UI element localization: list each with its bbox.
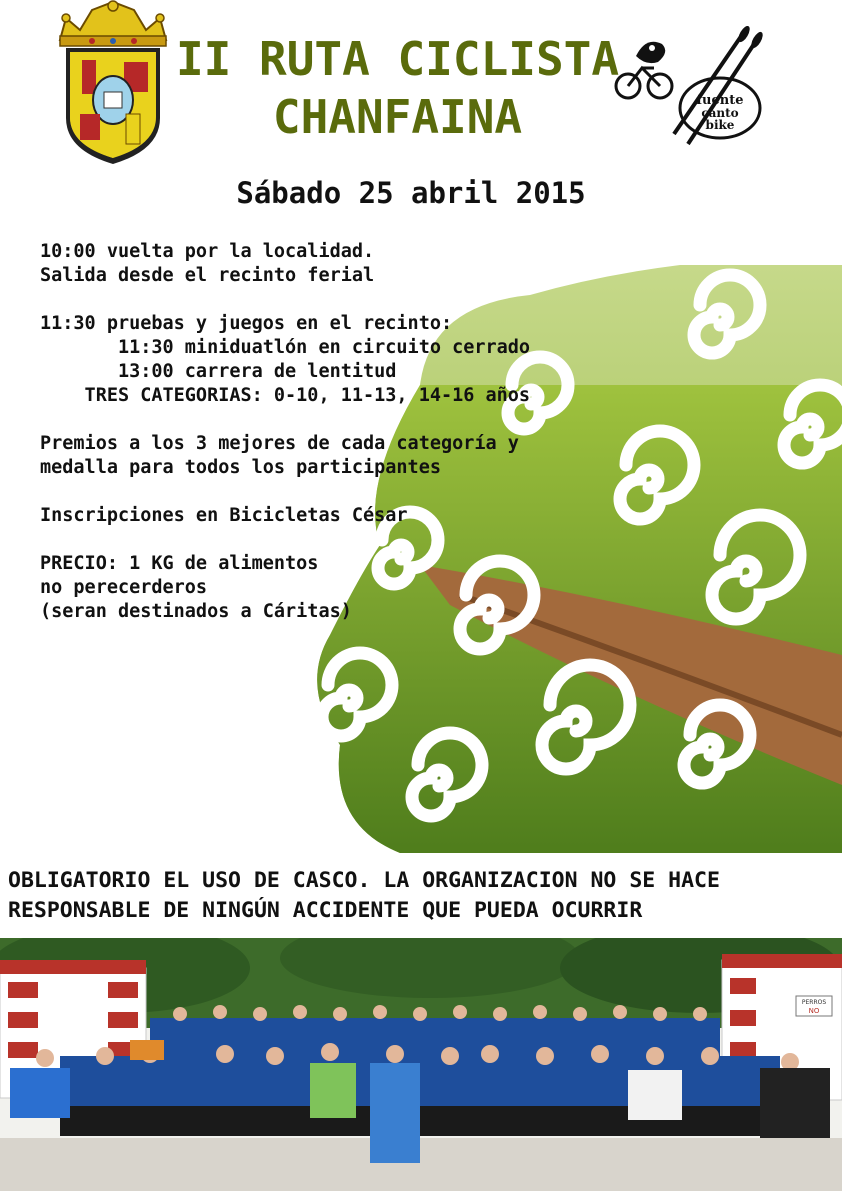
prizes-line-1: Premios a los 3 mejores de cada categoría y: [40, 433, 519, 454]
schedule-line-1: 10:00 vuelta por la localidad.: [40, 241, 375, 262]
title-line-2: CHANFAINA: [272, 90, 523, 144]
group-photo: [0, 938, 842, 1191]
schedule-line-4: 11:30 miniduatlón en circuito cerrado: [40, 337, 531, 358]
price-line-2: no perecerderos: [40, 577, 208, 598]
schedule-line-2: Salida desde el recinto ferial: [40, 265, 375, 286]
helmet-warning: OBLIGATORIO EL USO DE CASCO. LA ORGANIZACION NO SE HACE RESPONSABLE DE NINGÚN ACCIDENTE QUE PUEDA OCURRIR: [8, 868, 720, 923]
sign-text-2: NO: [808, 1007, 820, 1015]
schedule-line-5: 13:00 carrera de lentitud: [40, 361, 397, 382]
prizes-line-2: medalla para todos los participantes: [40, 457, 441, 478]
schedule-line-6: TRES CATEGORIAS: 0-10, 11-13, 14-16 años: [40, 385, 531, 406]
logo-text-3: bike: [705, 118, 735, 132]
cyclist-icon: [616, 42, 672, 98]
poster-title: [120, 30, 675, 146]
logo-text-1: fuente: [696, 93, 744, 108]
registration-line: Inscripciones en Bicicletas César: [40, 505, 408, 526]
price-line-1: PRECIO: 1 KG de alimentos: [40, 553, 319, 574]
logo-text-2: canto: [701, 106, 739, 120]
steps: [0, 1138, 842, 1191]
event-date: Sábado 25 abril 2015: [236, 176, 586, 210]
schedule-line-3: 11:30 pruebas y juegos en el recinto:: [40, 313, 453, 334]
cyclist-palette-logo-icon: [610, 26, 770, 152]
title-line-1: II RUTA CICLISTA: [175, 32, 620, 86]
sign-text-1: PERROS: [801, 999, 827, 1006]
price-line-3: (seran destinados a Cáritas): [40, 601, 352, 622]
